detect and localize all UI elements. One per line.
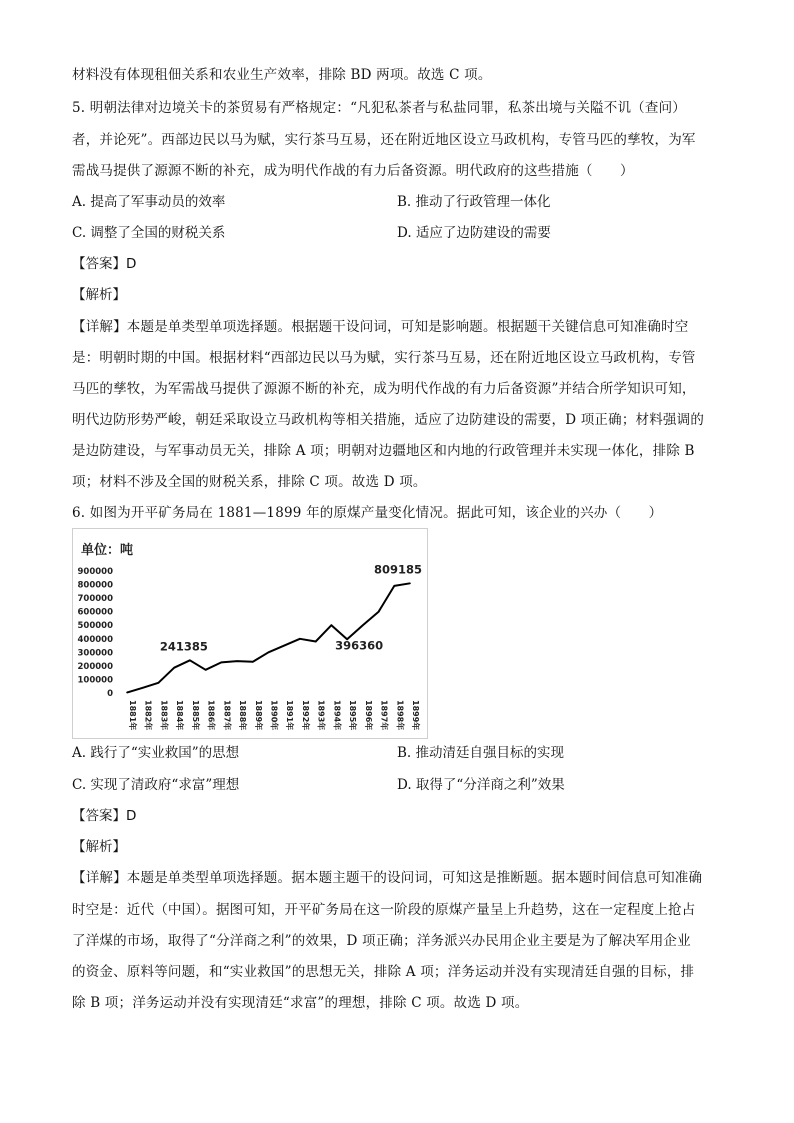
analysis-5-text: 明代边防形势严峻，朝廷采取设立马政机构等相关措施，适应了边防建设的需要，D 项正确；材料强调的 [72, 412, 705, 428]
option-6b: B. 推动清廷自强目标的实现 [397, 745, 565, 761]
y-tick-label: 500000 [77, 621, 113, 632]
x-tick-label: 1882年 [143, 700, 153, 731]
analysis-5-text: 项；材料不涉及全国的财税关系，排除 C 项。故选 D 项。 [72, 474, 427, 490]
analysis-6-heading: 【解析】 [72, 839, 126, 855]
x-tick-label: 1897年 [379, 700, 389, 731]
x-tick-label: 1886年 [206, 700, 216, 731]
y-tick-label: 600000 [77, 607, 113, 618]
data-label: 809185 [373, 562, 423, 577]
data-point [393, 585, 395, 587]
data-point [189, 659, 191, 661]
x-tick-label: 1889年 [253, 700, 263, 731]
y-tick-label: 300000 [77, 648, 113, 659]
option-6d: D. 取得了“分洋商之利”效果 [397, 777, 565, 793]
y-tick-label: 400000 [77, 634, 113, 645]
data-point [205, 669, 207, 671]
question-5-stem-cont: 者，并论死”。西部边民以马为赋，实行茶马互易，还在附近地区设立马政机构，专管马匹的孳牧，为军 [72, 132, 696, 148]
data-point [299, 638, 301, 640]
x-tick-label: 1898年 [395, 700, 405, 731]
data-point [378, 611, 380, 613]
y-tick-label: 900000 [77, 567, 113, 577]
analysis-6-text: 除 B 项；洋务运动并没有实现清廷“求富”的理想，排除 C 项。故选 D 项。 [72, 995, 529, 1011]
data-point [409, 583, 411, 585]
question-6-stem: 6. 如图为开平矿务局在 1881—1899 年的原煤产量变化情况。据此可知，该企业的兴办（ ） [72, 505, 663, 521]
data-point [252, 661, 254, 663]
y-tick-label: 800000 [77, 580, 113, 591]
data-point [236, 660, 238, 662]
y-tick-label: 200000 [77, 661, 113, 672]
coal-output-chart [72, 528, 428, 739]
data-point [173, 667, 175, 669]
answer-5: 【答案】D [72, 256, 137, 272]
data-label: 241385 [159, 639, 208, 654]
x-tick-label: 1891年 [285, 700, 295, 731]
data-point [126, 692, 128, 694]
x-tick-label: 1894年 [332, 700, 342, 731]
option-5c: C. 调整了全国的财税关系 [72, 225, 226, 241]
analysis-6-text: 了洋煤的市场，取得了“分洋商之利”的效果，D 项正确；洋务派兴办民用企业主要是为了解决军用企业 [72, 933, 691, 949]
data-point [221, 662, 223, 664]
analysis-5-text: 【详解】本题是单类型单项选择题。根据题干设问词，可知是影响题。根据题干关键信息可知准确时空 [72, 319, 689, 335]
answer-6: 【答案】D [72, 808, 137, 824]
x-tick-label: 1896年 [363, 700, 373, 731]
x-tick-label: 1892年 [300, 700, 310, 731]
x-tick-label: 1881年 [128, 700, 137, 731]
data-point [158, 682, 160, 684]
data-point [268, 652, 270, 654]
analysis-5-text: 是：明朝时期的中国。根据材料“西部边民以马为赋，实行茶马互易，还在附近地区设立马政机构，专管 [72, 350, 696, 366]
question-5-stem: 5. 明朝法律对边境关卡的茶贸易有严格规定：“凡犯私茶者与私盐同罪，私茶出境与关隘不讥（查问） [72, 100, 686, 116]
analysis-5-text: 是边防建设，与军事动员无关，排除 A 项；明朝对边疆地区和内地的行政管理并未实现一体化，排除 B [72, 443, 695, 459]
option-5a: A. 提高了军事动员的效率 [72, 194, 226, 210]
option-6c: C. 实现了清政府“求富”理想 [72, 777, 240, 793]
x-tick-label: 1895年 [348, 700, 358, 731]
x-tick-label: 1893年 [316, 700, 326, 731]
data-point [283, 645, 285, 647]
x-tick-label: 1890年 [269, 700, 279, 731]
y-tick-label: 700000 [77, 594, 113, 605]
x-tick-label: 1884年 [175, 700, 185, 731]
y-tick-label: 100000 [77, 675, 113, 686]
x-tick-label: 1887年 [222, 700, 232, 731]
analysis-5-text: 马匹的孳牧，为军需战马提供了源源不断的补充，成为明代作战的有力后备资源”并结合所学知识可知， [72, 381, 696, 397]
analysis-6-text: 的资金、原料等问题，和“实业救国”的思想无关，排除 A 项；洋务运动并没有实现清廷自强的目标，排 [72, 964, 695, 980]
option-5b: B. 推动了行政管理一体化 [397, 194, 551, 210]
chart-title: 单位：吨 [81, 543, 134, 558]
data-point [362, 624, 364, 626]
analysis-6-text: 时空是：近代（中国）。据图可知，开平矿务局在这一阶段的原煤产量呈上升趋势，这在一定程度上抢占 [72, 902, 696, 918]
analysis-5-heading: 【解析】 [72, 287, 126, 303]
x-tick-label: 1899年 [411, 700, 420, 731]
x-tick-label: 1883年 [159, 700, 169, 731]
data-point [331, 624, 333, 626]
x-tick-label: 1888年 [238, 700, 248, 731]
question-5-stem-cont: 需战马提供了源源不断的补充，成为明代作战的有力后备资源。明代政府的这些措施（ ） [72, 163, 634, 179]
y-tick-label: 0 [107, 689, 113, 699]
option-5d: D. 适应了边防建设的需要 [397, 225, 551, 241]
data-point [315, 641, 317, 643]
data-point [142, 687, 144, 689]
analysis-6-text: 【详解】本题是单类型单项选择题。据本题主题干的设问词，可知这是推断题。据本题时间信息可知准确 [72, 870, 703, 886]
option-6a: A. 践行了“实业救国”的思想 [72, 745, 240, 761]
data-label: 396360 [335, 638, 384, 653]
chart-svg [73, 529, 427, 738]
x-tick-label: 1885年 [190, 700, 200, 731]
text-line: 材料没有体现租佃关系和农业生产效率，排除 BD 两项。故选 C 项。 [72, 67, 492, 83]
